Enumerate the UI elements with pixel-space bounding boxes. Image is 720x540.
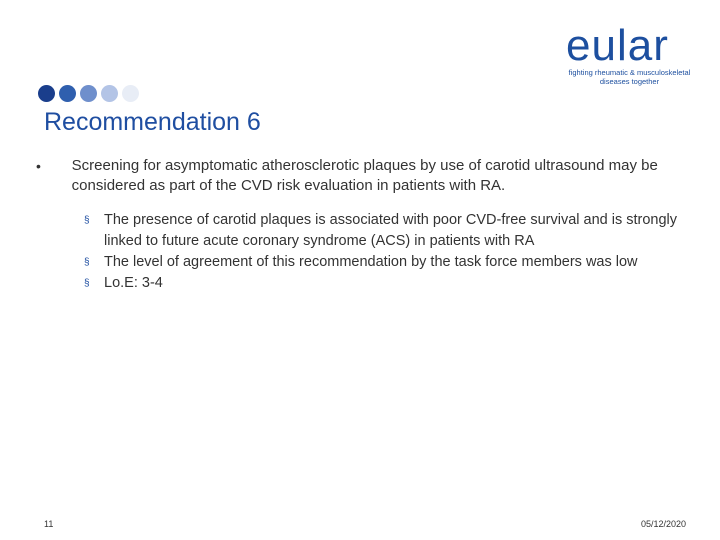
main-bullet (36, 156, 676, 196)
sub-bullet-item (84, 210, 684, 252)
dot-1 (38, 85, 55, 102)
dot-5 (122, 85, 139, 102)
slide-date: 05/12/2020 (640, 519, 686, 529)
decorative-dots (38, 85, 139, 102)
bullet-marker: • (36, 158, 41, 174)
sub-bullet-text: The presence of carotid plaques is associated with poor CVD-free survival and is strongly linked to future acute coronary syndrome (ACS) in patients with RA (104, 212, 678, 249)
sub-bullet-text: Lo.E: 3-4 (104, 275, 163, 291)
dot-4 (101, 85, 118, 102)
sub-bullet-item (84, 273, 684, 294)
sub-bullet-marker: § (84, 257, 90, 268)
dot-2 (59, 85, 76, 102)
sub-bullet-text: The level of agreement of this recommendation by the task force members was low (104, 254, 638, 270)
main-bullet-text: Screening for asymptomatic atherosclerotic plaques by use of carotid ultrasound may be considered as part of the CVD risk evaluation in patients with RA. (71, 157, 658, 194)
sub-bullet-list (84, 210, 684, 294)
sub-bullet-marker: § (84, 278, 90, 289)
sub-bullet-item (84, 252, 684, 273)
logo-tagline-2: diseases together (599, 77, 660, 86)
page-number: 11 (44, 519, 54, 529)
sub-bullet-marker: § (84, 215, 90, 226)
slide-title: Recommendation 6 (44, 108, 261, 136)
eular-logo (562, 21, 697, 86)
logo-tagline-1: fighting rheumatic & musculoskeletal (568, 68, 691, 77)
logo-wordmark: eular (566, 21, 669, 70)
dot-3 (80, 85, 97, 102)
